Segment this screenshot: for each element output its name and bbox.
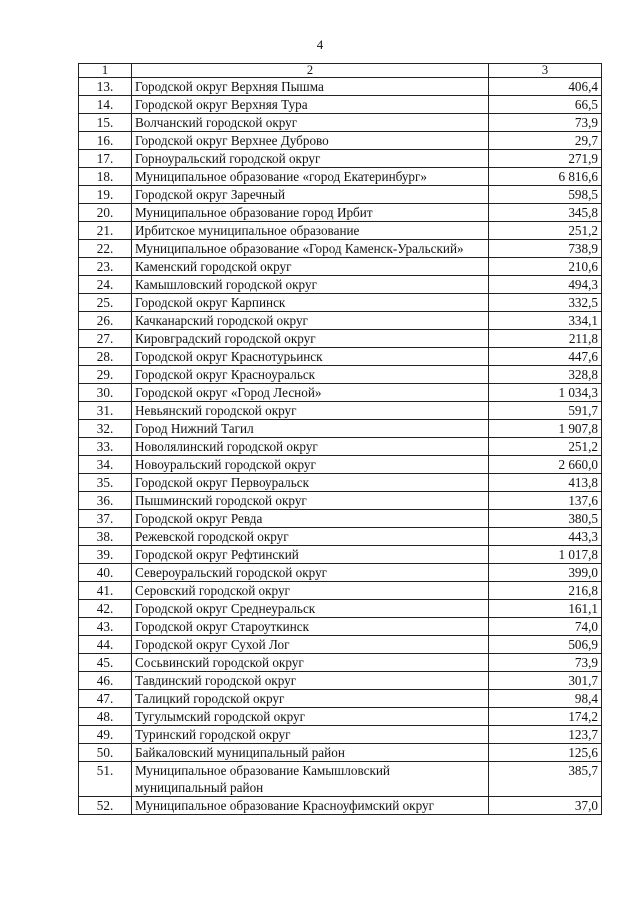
table-row [79,564,602,582]
row-number-cell: 40. [79,564,132,582]
row-name-cell: Невьянский городской округ [132,402,489,420]
row-value-cell: 413,8 [489,474,602,492]
row-number-cell: 42. [79,600,132,618]
table-row [79,294,602,312]
row-value-cell: 443,3 [489,528,602,546]
table-row [79,636,602,654]
table-body [79,64,602,815]
row-name-cell: Городской округ Верхнее Дуброво [132,132,489,150]
row-name-cell: Тавдинский городской округ [132,672,489,690]
row-name-cell: Городской округ Карпинск [132,294,489,312]
row-number-cell: 14. [79,96,132,114]
table-row [79,654,602,672]
row-value-cell: 332,5 [489,294,602,312]
table-row [79,690,602,708]
row-name-cell: Городской округ «Город Лесной» [132,384,489,402]
row-name-cell: Качканарский городской округ [132,312,489,330]
row-name-cell: Муниципальное образование город Ирбит [132,204,489,222]
row-name-cell: Городской округ Краснотурьинск [132,348,489,366]
row-number-cell: 25. [79,294,132,312]
table-row [79,438,602,456]
row-value-cell: 1 017,8 [489,546,602,564]
row-name-cell: Североуральский городской округ [132,564,489,582]
row-name-cell: Муниципальное образование «Город Каменск-Уральский» [132,240,489,258]
row-name-cell: Городской округ Сухой Лог [132,636,489,654]
row-value-cell: 301,7 [489,672,602,690]
row-number-cell: 28. [79,348,132,366]
row-name-cell: Новолялинский городской округ [132,438,489,456]
data-table [78,63,602,815]
row-number-cell: 24. [79,276,132,294]
row-value-cell: 2 660,0 [489,456,602,474]
table-row [79,348,602,366]
row-number-cell: 31. [79,402,132,420]
row-number-cell: 23. [79,258,132,276]
row-value-cell: 174,2 [489,708,602,726]
row-name-cell: Байкаловский муниципальный район [132,744,489,762]
row-value-cell: 334,1 [489,312,602,330]
row-number-cell: 37. [79,510,132,528]
row-name-cell: Городской округ Рефтинский [132,546,489,564]
row-value-cell: 345,8 [489,204,602,222]
row-number-cell: 15. [79,114,132,132]
row-value-cell: 494,3 [489,276,602,294]
table-row [79,528,602,546]
row-value-cell: 98,4 [489,690,602,708]
table-row [79,276,602,294]
table-row [79,168,602,186]
row-value-cell: 29,7 [489,132,602,150]
row-number-cell: 47. [79,690,132,708]
row-value-cell: 6 816,6 [489,168,602,186]
row-number-cell: 45. [79,654,132,672]
row-name-cell: Камышловский городской округ [132,276,489,294]
row-number-cell: 48. [79,708,132,726]
row-value-cell: 385,7 [489,762,602,797]
row-number-cell: 38. [79,528,132,546]
table-row [79,582,602,600]
row-name-cell: Пышминский городской округ [132,492,489,510]
row-name-cell: Городской округ Первоуральск [132,474,489,492]
header-cell-name: 2 [132,64,489,78]
row-number-cell: 27. [79,330,132,348]
row-name-cell: Кировградский городской округ [132,330,489,348]
row-value-cell: 406,4 [489,78,602,96]
row-number-cell: 50. [79,744,132,762]
row-name-cell: Талицкий городской округ [132,690,489,708]
header-cell-number: 1 [79,64,132,78]
row-value-cell: 216,8 [489,582,602,600]
row-name-cell: Волчанский городской округ [132,114,489,132]
row-number-cell: 33. [79,438,132,456]
row-name-cell: Горноуральский городской округ [132,150,489,168]
table-row [79,420,602,438]
row-number-cell: 20. [79,204,132,222]
table-row [79,797,602,815]
row-number-cell: 30. [79,384,132,402]
row-value-cell: 251,2 [489,222,602,240]
table-row [79,330,602,348]
row-name-cell: Новоуральский городской округ [132,456,489,474]
table-row [79,240,602,258]
row-name-cell: Городской округ Красноуральск [132,366,489,384]
row-name-cell: Тугулымский городской округ [132,708,489,726]
table-row [79,618,602,636]
row-number-cell: 21. [79,222,132,240]
row-number-cell: 22. [79,240,132,258]
row-name-cell: Городской округ Верхняя Пышма [132,78,489,96]
row-value-cell: 251,2 [489,438,602,456]
row-name-cell: Серовский городской округ [132,582,489,600]
row-number-cell: 43. [79,618,132,636]
table-row [79,366,602,384]
row-number-cell: 29. [79,366,132,384]
table-row [79,186,602,204]
row-name-cell: Туринский городской округ [132,726,489,744]
row-value-cell: 506,9 [489,636,602,654]
row-value-cell: 123,7 [489,726,602,744]
table-row [79,492,602,510]
row-name-cell: Сосьвинский городской округ [132,654,489,672]
table-row [79,96,602,114]
row-name-cell: Городской округ Среднеуральск [132,600,489,618]
table-row [79,708,602,726]
row-name-cell: Режевской городской округ [132,528,489,546]
row-name-cell: Городской округ Староуткинск [132,618,489,636]
row-number-cell: 17. [79,150,132,168]
row-value-cell: 66,5 [489,96,602,114]
table-row [79,474,602,492]
row-number-cell: 34. [79,456,132,474]
row-value-cell: 447,6 [489,348,602,366]
row-name-cell: Муниципальное образование «город Екатеринбург» [132,168,489,186]
row-name-cell: Муниципальное образование Красноуфимский округ [132,797,489,815]
row-value-cell: 161,1 [489,600,602,618]
row-number-cell: 13. [79,78,132,96]
table-row [79,258,602,276]
row-value-cell: 1 034,3 [489,384,602,402]
table-row [79,114,602,132]
row-number-cell: 44. [79,636,132,654]
row-number-cell: 16. [79,132,132,150]
row-number-cell: 52. [79,797,132,815]
row-value-cell: 328,8 [489,366,602,384]
row-name-cell: Городской округ Заречный [132,186,489,204]
table-row [79,510,602,528]
row-value-cell: 73,9 [489,654,602,672]
row-value-cell: 125,6 [489,744,602,762]
row-value-cell: 271,9 [489,150,602,168]
row-number-cell: 19. [79,186,132,204]
table-row [79,312,602,330]
row-value-cell: 598,5 [489,186,602,204]
row-number-cell: 39. [79,546,132,564]
row-name-cell: Городской округ Верхняя Тура [132,96,489,114]
table-row [79,546,602,564]
table-row [79,600,602,618]
table-row [79,744,602,762]
row-value-cell: 1 907,8 [489,420,602,438]
row-value-cell: 210,6 [489,258,602,276]
row-number-cell: 35. [79,474,132,492]
row-name-cell: Городской округ Ревда [132,510,489,528]
row-value-cell: 211,8 [489,330,602,348]
row-value-cell: 380,5 [489,510,602,528]
row-name-cell: Каменский городской округ [132,258,489,276]
table-row [79,762,602,797]
header-cell-value: 3 [489,64,602,78]
row-value-cell: 74,0 [489,618,602,636]
table-row [79,204,602,222]
row-value-cell: 738,9 [489,240,602,258]
row-name-cell: Муниципальное образование Камышловский муниципальный район [132,762,489,797]
table-row [79,222,602,240]
row-name-cell: Город Нижний Тагил [132,420,489,438]
table-row [79,456,602,474]
table-row [79,132,602,150]
table-row [79,402,602,420]
table-header-row [79,64,602,78]
row-number-cell: 49. [79,726,132,744]
row-number-cell: 26. [79,312,132,330]
row-name-cell: Ирбитское муниципальное образование [132,222,489,240]
row-value-cell: 399,0 [489,564,602,582]
row-number-cell: 32. [79,420,132,438]
row-number-cell: 46. [79,672,132,690]
row-number-cell: 41. [79,582,132,600]
row-number-cell: 36. [79,492,132,510]
page-number: 4 [316,37,324,52]
table-row [79,78,602,96]
table-row [79,726,602,744]
table-row [79,150,602,168]
row-number-cell: 18. [79,168,132,186]
row-value-cell: 37,0 [489,797,602,815]
row-value-cell: 73,9 [489,114,602,132]
row-value-cell: 137,6 [489,492,602,510]
row-number-cell: 51. [79,762,132,797]
table-row [79,384,602,402]
row-value-cell: 591,7 [489,402,602,420]
table-row [79,672,602,690]
